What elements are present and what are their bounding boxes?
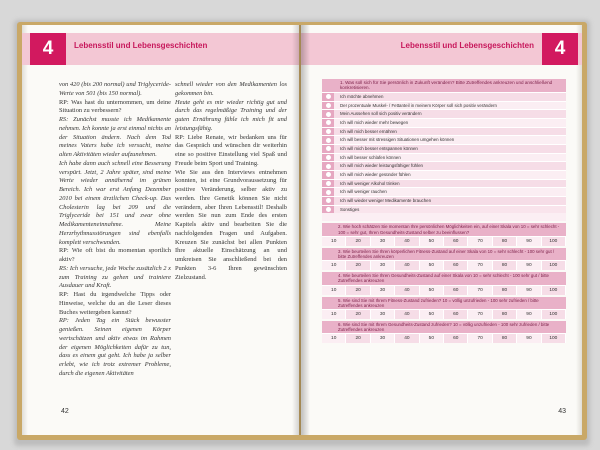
questionnaire (322, 79, 566, 343)
scale-row (322, 260, 566, 270)
option-row (322, 196, 566, 205)
scale-cell[interactable]: 20 (346, 334, 370, 343)
page-edge (22, 25, 28, 435)
paragraph: RP: Liebe Renate, wir bedanken uns für das Gespräch und wünschen dir weiterhin eine so positive Einstellung viel Spaß und Freude beim Sport und Training. (175, 133, 287, 167)
checkbox-cell (322, 154, 334, 162)
checkbox-circle-icon[interactable] (326, 129, 331, 134)
paragraph: Heute geht es mir wieder richtig gut und durch das regelmäßige Training und der guten Ernährung fühle ich mich fit und leistungsfähig. (175, 98, 287, 132)
chapter-number-badge: 4 (30, 33, 66, 65)
option-row (322, 205, 566, 214)
scale-cell[interactable]: 20 (346, 261, 370, 270)
scale-cell[interactable]: 100 (542, 334, 566, 343)
checkbox-circle-icon[interactable] (326, 190, 331, 195)
paragraph: RS: Ich versuche, jede Woche zusätzlich 2 x zum Training zu gehen und trainiere Ausdauer und Kraft. (59, 264, 171, 290)
checkbox-circle-icon[interactable] (326, 207, 331, 212)
option-label: Ich will mich wieder gesünder fühlen (334, 171, 566, 179)
paragraph: RP: Hast du irgendwelche Tipps oder Hinweise, welche du an die Leser dieses Buches weitergeben kannst? (59, 291, 171, 316)
scale-question (322, 321, 566, 343)
scale-cell[interactable]: 70 (468, 334, 492, 343)
scale-cell[interactable]: 20 (346, 237, 370, 246)
paragraph: Ich habe dann auch schnell eine Besserung verspürt. Jetzt, 2 Jahre später, sind meine Werte wieder annähernd im grünen Bereich. Ich war erst Anfang Dezember 2010 bei einem ärztlichen Check-up. Das Cholesterin lag bei 209 und die Triglyceride bei 151 und zwar ohne Medikamenteneinnahme. Meine Herzrhythmusstörungen sind ebenfalls komplett verschwunden. (59, 159, 171, 246)
scale-cell[interactable]: 40 (395, 237, 419, 246)
scale-cell[interactable]: 10 (322, 310, 346, 319)
scale-cell[interactable]: 90 (517, 286, 541, 295)
scale-row (322, 333, 566, 343)
paragraph: von 420 (bis 200 normal) und Triglyceride-Werte von 501 (bis 150 normal). (59, 81, 171, 97)
scale-question-heading: 4. Wie beurteilen Sie Ihren Gesundheits-Zustand auf einer Skala von 10 = sehr schlecht - 100 sehr gut / bitte Zutreffendes ankreuzen (322, 272, 566, 284)
chapter-header (22, 33, 299, 65)
paragraph: RP: Jeden Tag ein Stück bewusster genießen. Seinen eigenen Körper wertschätzen und aktiv etwas im Rahmen der eigenen Möglichkeiten dafür zu tun, dass es einem gut geht. Ich habe ja selber erlebt, wie ich trotz extremer Probleme, durch die eigenen Aktivitäten (59, 317, 171, 377)
option-row (322, 109, 566, 118)
option-label: Ich will mich wieder mehr bewegen (334, 119, 566, 127)
scale-cell[interactable]: 10 (322, 334, 346, 343)
scale-cell[interactable]: 50 (420, 237, 444, 246)
scale-cell[interactable]: 80 (493, 261, 517, 270)
scale-question-heading: 6. Wie sind Sie mit Ihrem Gesundheits-Zustand zufrieden? 10 = völlig unzufrieden - 100 sehr zufrieden / bitte Zutreffendes ankreuzen (322, 321, 566, 333)
page-number: 43 (558, 408, 566, 415)
checkbox-circle-icon[interactable] (326, 164, 331, 169)
checkbox-circle-icon[interactable] (326, 94, 331, 99)
scale-cell[interactable]: 100 (542, 237, 566, 246)
option-label: Ich will weniger rauchen (334, 188, 566, 196)
text-column-right (175, 81, 287, 282)
option-row (322, 161, 566, 170)
scale-cell[interactable]: 30 (371, 334, 395, 343)
scale-cell[interactable]: 70 (468, 237, 492, 246)
scale-cell[interactable]: 30 (371, 286, 395, 295)
scale-cell[interactable]: 60 (444, 261, 468, 270)
scale-question (322, 223, 566, 245)
scale-cell[interactable]: 10 (322, 286, 346, 295)
checkbox-circle-icon[interactable] (326, 120, 331, 125)
option-row (322, 170, 566, 179)
scale-question (322, 248, 566, 270)
page-edge (576, 25, 582, 435)
checkbox-circle-icon[interactable] (326, 138, 331, 143)
scale-cell[interactable]: 40 (395, 261, 419, 270)
scale-question (322, 297, 566, 319)
spacer (322, 213, 566, 221)
checkbox-cell (322, 145, 334, 153)
checkbox-cell (322, 110, 334, 118)
paragraph: RP: Was hast du unternommen, um deine Situation zu verbessern? (59, 98, 171, 115)
scale-cell[interactable]: 10 (322, 237, 346, 246)
scale-cell[interactable]: 50 (420, 261, 444, 270)
checkbox-circle-icon[interactable] (326, 155, 331, 160)
scale-cell[interactable]: 90 (517, 334, 541, 343)
checkbox-cell (322, 93, 334, 101)
scale-cell[interactable]: 50 (420, 334, 444, 343)
scale-cell[interactable]: 80 (493, 310, 517, 319)
scale-question (322, 272, 566, 294)
chapter-header (301, 33, 582, 65)
scale-cell[interactable]: 100 (542, 286, 566, 295)
scale-cell[interactable]: 30 (371, 310, 395, 319)
checkbox-circle-icon[interactable] (326, 112, 331, 117)
scale-cell[interactable]: 40 (395, 334, 419, 343)
text-column-left (59, 81, 171, 379)
checkbox-circle-icon[interactable] (326, 146, 331, 151)
checkbox-circle-icon[interactable] (326, 198, 331, 203)
scale-cell[interactable]: 100 (542, 261, 566, 270)
scale-question-heading: 2. Wie hoch schätzen Sie momentan Ihre persönlichen Möglichkeiten ein, auf einer Skala von 10 = sehr schlecht - 100 = sehr gut, Ihren Gesundheits-Zustand selber zu beeinflussen? (322, 223, 566, 235)
scale-cell[interactable]: 20 (346, 310, 370, 319)
checkbox-list (322, 92, 566, 214)
checkbox-cell (322, 102, 334, 110)
paragraph: schnell wieder von den Medikamenten los gekommen bin. (175, 81, 287, 97)
scale-cell[interactable]: 60 (444, 237, 468, 246)
checkbox-circle-icon[interactable] (326, 172, 331, 177)
option-label: Mein Aussehen soll sich positiv verändern (334, 110, 566, 118)
scale-cell[interactable]: 70 (468, 310, 492, 319)
checkbox-circle-icon[interactable] (326, 103, 331, 108)
checkbox-circle-icon[interactable] (326, 181, 331, 186)
scale-cell[interactable]: 80 (493, 286, 517, 295)
scale-cell[interactable]: 90 (517, 261, 541, 270)
question-1-heading: 1. Was soll sich für Sie persönlich in Zukunft verändern? Bitte Zutreffendes ankreuzen und anschließend konkretisieren. (322, 79, 566, 92)
option-row (322, 135, 566, 144)
paragraph: Wie Sie aus den Interviews entnehmen konnten, ist eine Grundvoraussetzung für positive Veränderung, selber aktiv zu werden. Ihre Genetik können Sie nicht verändern, aber Ihren Lebensstil! Deshalb werden Sie nun zum Ende des ersten Kapitels aktiv und bearbeiten Sie die nachfolgenden Fragen und Aufgaben. Kreuzen Sie zunächst bei allen Punkten Ihre aktuelle Einschätzung an und umkreisen Sie anschließend bei den Punkten 3-6 Ihren gewünschten Zielzustand. (175, 168, 287, 281)
option-row (322, 118, 566, 127)
option-row (322, 179, 566, 188)
checkbox-cell (322, 136, 334, 144)
scale-cell[interactable]: 50 (420, 310, 444, 319)
option-row (322, 153, 566, 162)
option-label: Sonstiges (334, 206, 566, 214)
scale-cell[interactable]: 70 (468, 261, 492, 270)
right-page (301, 25, 582, 435)
scale-cell[interactable]: 60 (444, 334, 468, 343)
scale-row (322, 236, 566, 246)
option-row (322, 92, 566, 101)
option-label: Ich will besser mit stressigen Situationen umgehen können (334, 136, 566, 144)
scale-cell[interactable]: 40 (395, 310, 419, 319)
option-row (322, 101, 566, 110)
chapter-title: Lebensstil und Lebensgeschichten (74, 41, 208, 50)
option-label: Ich will wieder weniger Medikamente brauchen (334, 197, 566, 205)
scale-cell[interactable]: 50 (420, 286, 444, 295)
option-row (322, 144, 566, 153)
scale-questions (322, 223, 566, 343)
left-page (22, 25, 299, 435)
chapter-title: Lebensstil und Lebensgeschichten (400, 41, 534, 50)
chapter-number-badge: 4 (542, 33, 578, 65)
checkbox-cell (322, 128, 334, 136)
scale-cell[interactable]: 10 (322, 261, 346, 270)
scale-cell[interactable]: 80 (493, 237, 517, 246)
checkbox-cell (322, 188, 334, 196)
paragraph: RP: Wie oft bist du momentan sportlich aktiv? (59, 247, 171, 263)
page-number: 42 (61, 408, 69, 415)
checkbox-cell (322, 180, 334, 188)
paragraph: RS: Zunächst musste ich Medikamente nehmen. Ich konnte ja erst einmal nichts an der Situation ändern. Nach dem Tod meines Vaters habe ich versucht, meine alten Aktivitäten wieder aufzunehmen. (59, 116, 171, 158)
scale-row (322, 285, 566, 295)
scale-cell[interactable]: 100 (542, 310, 566, 319)
scale-cell[interactable]: 90 (517, 310, 541, 319)
option-row (322, 187, 566, 196)
option-row (322, 127, 566, 136)
option-label: Ich will mich besser entspannen können (334, 145, 566, 153)
scale-cell[interactable]: 60 (444, 310, 468, 319)
book-spine (292, 25, 310, 435)
checkbox-cell (322, 206, 334, 214)
scale-cell[interactable]: 30 (371, 261, 395, 270)
checkbox-cell (322, 119, 334, 127)
scale-cell[interactable]: 60 (444, 286, 468, 295)
scale-cell[interactable]: 70 (468, 286, 492, 295)
scale-question-heading: 5. Wie sind Sie mit Ihrem Fitness-Zustand zufrieden? 10 = völlig unzufrieden - 100 sehr zufrieden / bitte Zutreffendes ankreuzen (322, 297, 566, 309)
option-label: Ich will besser schlafen können (334, 154, 566, 162)
scale-question-heading: 3. Wie beurteilen Sie Ihren körperlichen Fitness-Zustand auf einer Skala von 10 = sehr schlecht - 100 sehr gut / bitte Zutreffendes ankreuzen (322, 248, 566, 260)
checkbox-cell (322, 162, 334, 170)
option-label: Ich will mich wieder leistungsfähiger fühlen (334, 162, 566, 170)
option-label: Ich möchte abnehmen (334, 93, 566, 101)
option-label: Ich will weniger Alkohol trinken (334, 180, 566, 188)
scale-cell[interactable]: 20 (346, 286, 370, 295)
option-label: Der prozentuale Muskel- / Fettanteil in meinem Körper soll sich positiv verändern (334, 102, 566, 110)
scale-cell[interactable]: 30 (371, 237, 395, 246)
scale-row (322, 309, 566, 319)
option-label: Ich will mich besser ernähren (334, 128, 566, 136)
checkbox-cell (322, 171, 334, 179)
scale-cell[interactable]: 80 (493, 334, 517, 343)
scale-cell[interactable]: 40 (395, 286, 419, 295)
checkbox-cell (322, 197, 334, 205)
scale-cell[interactable]: 90 (517, 237, 541, 246)
